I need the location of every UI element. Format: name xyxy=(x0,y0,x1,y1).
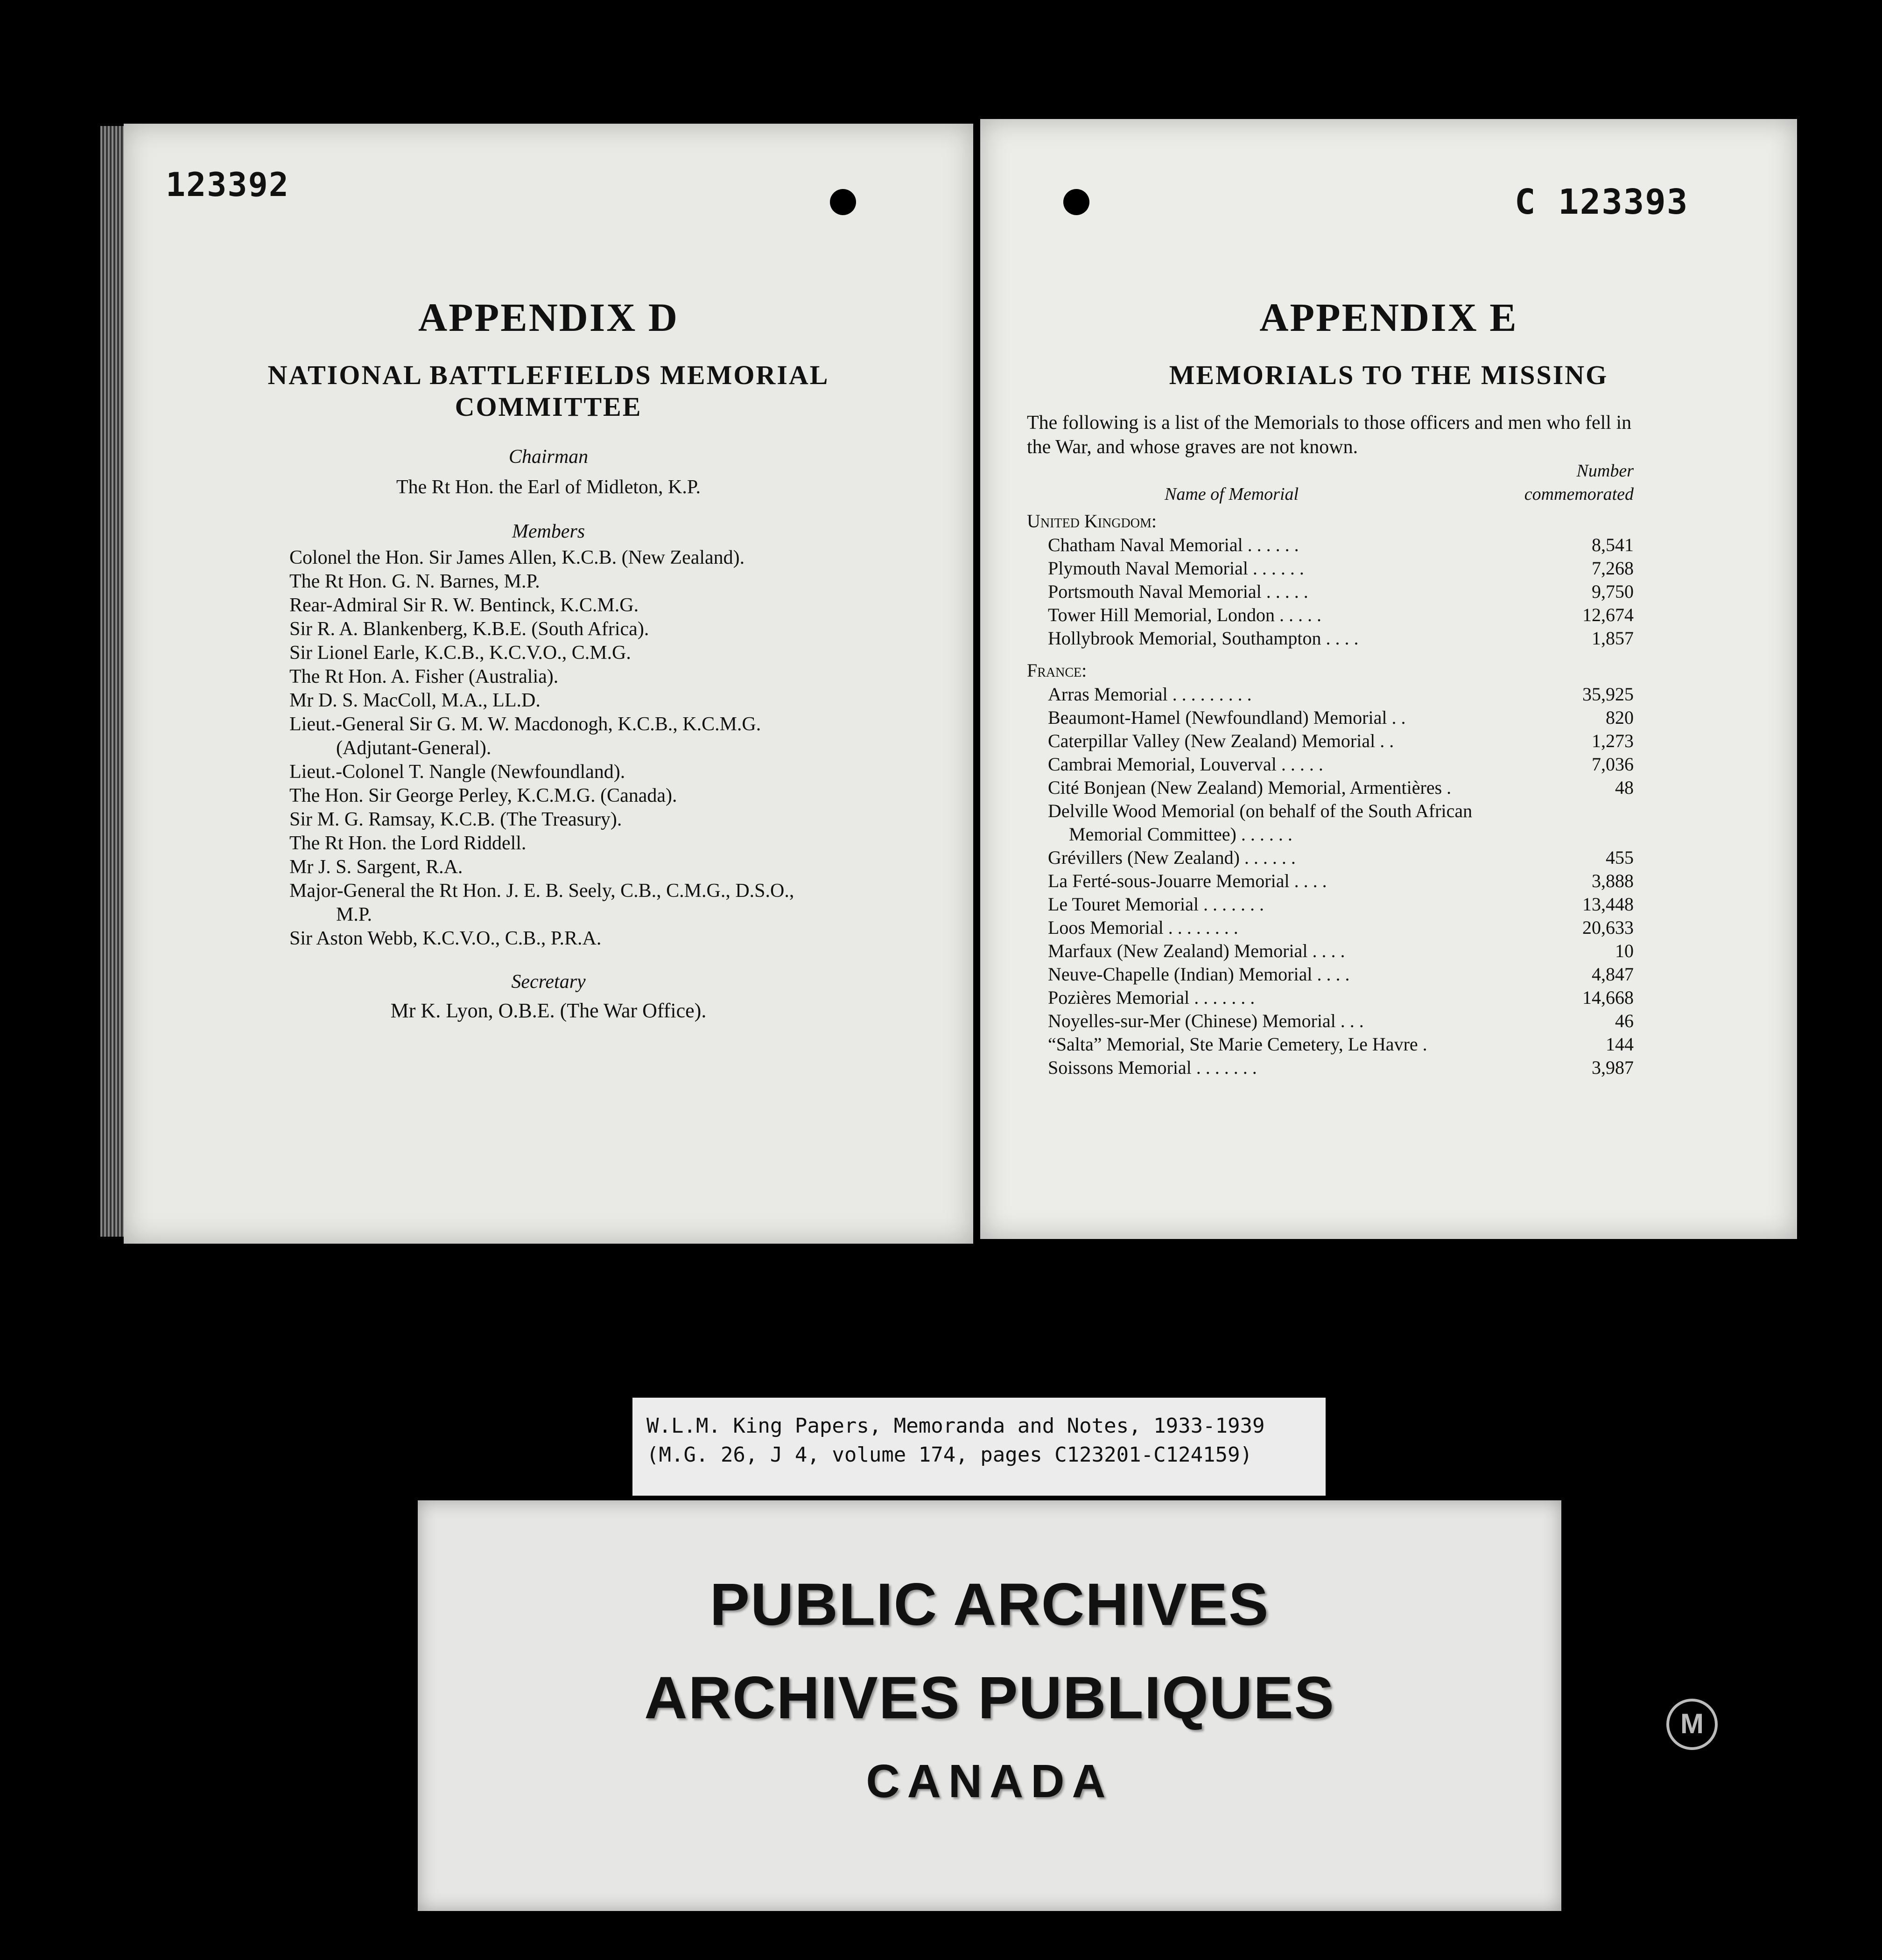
memorial-name: Le Touret Memorial xyxy=(1048,894,1199,915)
memorial-name: Beaumont-Hamel (Newfoundland) Memorial xyxy=(1048,707,1387,728)
memorial-name: Marfaux (New Zealand) Memorial xyxy=(1048,940,1308,961)
memorial-count: 10 xyxy=(1615,940,1634,961)
committee-title-line2: COMMITTEE xyxy=(455,392,642,422)
table-row xyxy=(1048,823,1634,846)
table-row xyxy=(1048,1033,1634,1056)
dot-leader: . . . . . . . . xyxy=(1168,917,1238,938)
secretary-name: Mr K. Lyon, O.B.E. (The War Office). xyxy=(390,999,707,1022)
dot-leader: . xyxy=(1422,1034,1427,1055)
memorial-count: 8,541 xyxy=(1592,534,1634,555)
dot-leader: . . . xyxy=(1340,1010,1364,1031)
dot-leader: . . xyxy=(1391,707,1406,728)
memorial-name: Arras Memorial xyxy=(1048,684,1168,705)
memorial-count: 35,925 xyxy=(1582,684,1634,705)
table-row xyxy=(1048,557,1634,580)
memorial-name: La Ferté-sous-Jouarre Memorial xyxy=(1048,870,1290,891)
book-page-edges xyxy=(100,126,126,1237)
table-row xyxy=(1048,916,1634,939)
memorial-count: 9,750 xyxy=(1592,581,1634,602)
memorial-count: 48 xyxy=(1615,777,1634,798)
table-row xyxy=(1048,603,1634,627)
list-item: The Rt Hon. the Lord Riddell. xyxy=(289,833,527,854)
intro-paragraph: The following is a list of the Memorials to those officers and men who fell in the War, and whose graves are not known. xyxy=(1027,412,1632,458)
committee-title-line1: NATIONAL BATTLEFIELDS MEMORIAL xyxy=(267,360,829,390)
dot-leader: . . . . . . . xyxy=(1203,894,1264,915)
list-item: Lieut.-Colonel T. Nangle (Newfoundland). xyxy=(289,761,625,783)
memorial-name: Cambrai Memorial, Louverval xyxy=(1048,754,1277,775)
column-header-number-line2: commemorated xyxy=(1524,484,1634,504)
list-item: The Rt Hon. A. Fisher (Australia). xyxy=(289,666,559,687)
list-item: Colonel the Hon. Sir James Allen, K.C.B. (New Zealand). xyxy=(289,547,745,568)
list-item: Rear-Admiral Sir R. W. Bentinck, K.C.M.G. xyxy=(289,595,639,616)
archive-line-fr: ARCHIVES PUBLIQUES xyxy=(644,1665,1335,1731)
memorial-name: Memorial Committee) xyxy=(1069,824,1236,845)
memorial-name: Tower Hill Memorial, London xyxy=(1048,604,1275,625)
members-list xyxy=(289,546,943,951)
archive-line-country: CANADA xyxy=(866,1755,1113,1807)
appendix-e-heading: APPENDIX E xyxy=(1259,295,1518,340)
list-item: Mr J. S. Sargent, R.A. xyxy=(289,856,463,878)
memorial-name: Soissons Memorial xyxy=(1048,1057,1192,1078)
table-row xyxy=(1048,580,1634,603)
column-header-number-line1: Number xyxy=(1576,461,1634,481)
uk-memorials-list xyxy=(1048,533,1634,650)
memorial-count: 14,668 xyxy=(1582,987,1634,1008)
dot-leader: . . . . . . xyxy=(1244,847,1296,868)
dot-leader: . . . . . . . xyxy=(1196,1057,1257,1078)
reference-line2: (M.G. 26, J 4, volume 174, pages C123201-C124159) xyxy=(646,1443,1253,1467)
list-item: Mr D. S. MacColl, M.A., LL.D. xyxy=(289,690,541,711)
memorial-count: 12,674 xyxy=(1582,604,1634,625)
secretary-label: Secretary xyxy=(511,971,586,993)
table-row xyxy=(1048,1009,1634,1033)
list-item: The Hon. Sir George Perley, K.C.M.G. (Canada). xyxy=(289,785,677,806)
dot-leader: . xyxy=(1447,777,1452,798)
memorial-name: Grévillers (New Zealand) xyxy=(1048,847,1240,868)
chairman-label: Chairman xyxy=(508,446,589,468)
table-row xyxy=(1048,1056,1634,1079)
punch-hole xyxy=(1063,189,1089,215)
dot-leader: . . . . . . xyxy=(1247,534,1299,555)
table-row xyxy=(1048,963,1634,986)
list-item: Sir R. A. Blankenberg, K.B.E. (South Africa). xyxy=(289,618,649,640)
memorial-count: 820 xyxy=(1606,707,1634,728)
reference-line1: W.L.M. King Papers, Memoranda and Notes, 1933-1939 xyxy=(646,1414,1265,1438)
table-row xyxy=(1048,799,1634,823)
memorial-count: 7,036 xyxy=(1592,754,1634,775)
memorial-name: Portsmouth Naval Memorial xyxy=(1048,581,1262,602)
chairman-name: The Rt Hon. the Earl of Midleton, K.P. xyxy=(396,476,701,498)
page-stamp-number: C 123393 xyxy=(1515,182,1689,222)
dot-leader: . . . . . . xyxy=(1252,558,1304,579)
archive-card xyxy=(418,1500,1561,1911)
column-header-name: Name of Memorial xyxy=(1165,484,1299,504)
list-item: Lieut.-General Sir G. M. W. Macdonogh, K.C.B., K.C.M.G. xyxy=(289,714,761,735)
dot-leader: . . . . . . . . . xyxy=(1172,684,1252,705)
reference-label xyxy=(632,1398,1326,1496)
memorial-count: 3,987 xyxy=(1592,1057,1634,1078)
memorial-count: 13,448 xyxy=(1582,894,1634,915)
region-label-uk: United Kingdom: xyxy=(1027,511,1157,532)
memorial-name: Cité Bonjean (New Zealand) Memorial, Armentières xyxy=(1048,777,1442,798)
memorial-count: 3,888 xyxy=(1592,870,1634,891)
table-row xyxy=(1048,729,1634,753)
memorial-name: Pozières Memorial xyxy=(1048,987,1190,1008)
list-item: Major-General the Rt Hon. J. E. B. Seely, C.B., C.M.G., D.S.O., xyxy=(289,880,794,902)
memorial-count: 7,268 xyxy=(1592,558,1634,579)
memorial-count: 1,857 xyxy=(1592,628,1634,649)
memorial-count: 46 xyxy=(1615,1010,1634,1031)
memorial-count: 144 xyxy=(1606,1034,1634,1055)
dot-leader: . . . . xyxy=(1294,870,1327,891)
page-stamp-number: 123392 xyxy=(166,166,289,204)
table-row xyxy=(1048,776,1634,799)
memorial-name: Loos Memorial xyxy=(1048,917,1164,938)
dot-leader: . . . . xyxy=(1317,964,1350,985)
memorial-name: Plymouth Naval Memorial xyxy=(1048,558,1248,579)
dot-leader: . . . . . . . xyxy=(1194,987,1255,1008)
memorial-name: “Salta” Memorial, Ste Marie Cemetery, Le Havre xyxy=(1048,1034,1418,1055)
memorial-count: 20,633 xyxy=(1582,917,1634,938)
dot-leader: . . . . xyxy=(1326,628,1359,649)
punch-hole xyxy=(830,189,856,215)
table-row xyxy=(1048,753,1634,776)
dot-leader: . . . . . xyxy=(1266,581,1308,602)
dot-leader: . . . . xyxy=(1312,940,1345,961)
memorial-name: Chatham Naval Memorial xyxy=(1048,534,1243,555)
table-row xyxy=(1048,846,1634,869)
france-memorials-list xyxy=(1048,683,1634,1079)
table-row xyxy=(1048,683,1634,706)
list-item: Sir Aston Webb, K.C.V.O., C.B., P.R.A. xyxy=(289,928,602,949)
table-row xyxy=(1048,706,1634,729)
table-row xyxy=(1048,939,1634,963)
table-row xyxy=(1048,533,1634,557)
memorial-count: 4,847 xyxy=(1592,964,1634,985)
table-row xyxy=(1048,893,1634,916)
dot-leader: . . . . . xyxy=(1279,604,1321,625)
memorial-name: Caterpillar Valley (New Zealand) Memorial xyxy=(1048,730,1376,751)
list-item: Sir M. G. Ramsay, K.C.B. (The Treasury). xyxy=(289,809,622,830)
table-row xyxy=(1048,869,1634,893)
table-row xyxy=(1048,627,1634,650)
table-row xyxy=(1048,986,1634,1009)
appendix-d-heading: APPENDIX D xyxy=(418,295,679,340)
members-label: Members xyxy=(512,521,585,542)
memorial-name: Delville Wood Memorial (on behalf of the South African xyxy=(1048,800,1473,821)
list-item: Sir Lionel Earle, K.C.B., K.C.V.O., C.M.G. xyxy=(289,642,631,664)
archive-line-en: PUBLIC ARCHIVES xyxy=(709,1571,1270,1638)
dot-leader: . . . . . xyxy=(1281,754,1323,775)
microfilm-logo-icon: M xyxy=(1666,1699,1718,1750)
memorial-name: Hollybrook Memorial, Southampton xyxy=(1048,628,1321,649)
list-item: The Rt Hon. G. N. Barnes, M.P. xyxy=(289,571,540,592)
memorial-count: 455 xyxy=(1606,847,1634,868)
list-item: M.P. xyxy=(336,904,372,925)
list-item: (Adjutant-General). xyxy=(336,737,492,759)
memorial-name: Neuve-Chapelle (Indian) Memorial xyxy=(1048,964,1313,985)
memorials-title: MEMORIALS TO THE MISSING xyxy=(1169,360,1608,390)
memorial-name: Noyelles-sur-Mer (Chinese) Memorial xyxy=(1048,1010,1336,1031)
region-label-france: France: xyxy=(1027,660,1087,681)
memorial-count: 1,273 xyxy=(1592,730,1634,751)
dot-leader: . . . . . . xyxy=(1241,824,1292,845)
dot-leader: . . xyxy=(1380,730,1394,751)
